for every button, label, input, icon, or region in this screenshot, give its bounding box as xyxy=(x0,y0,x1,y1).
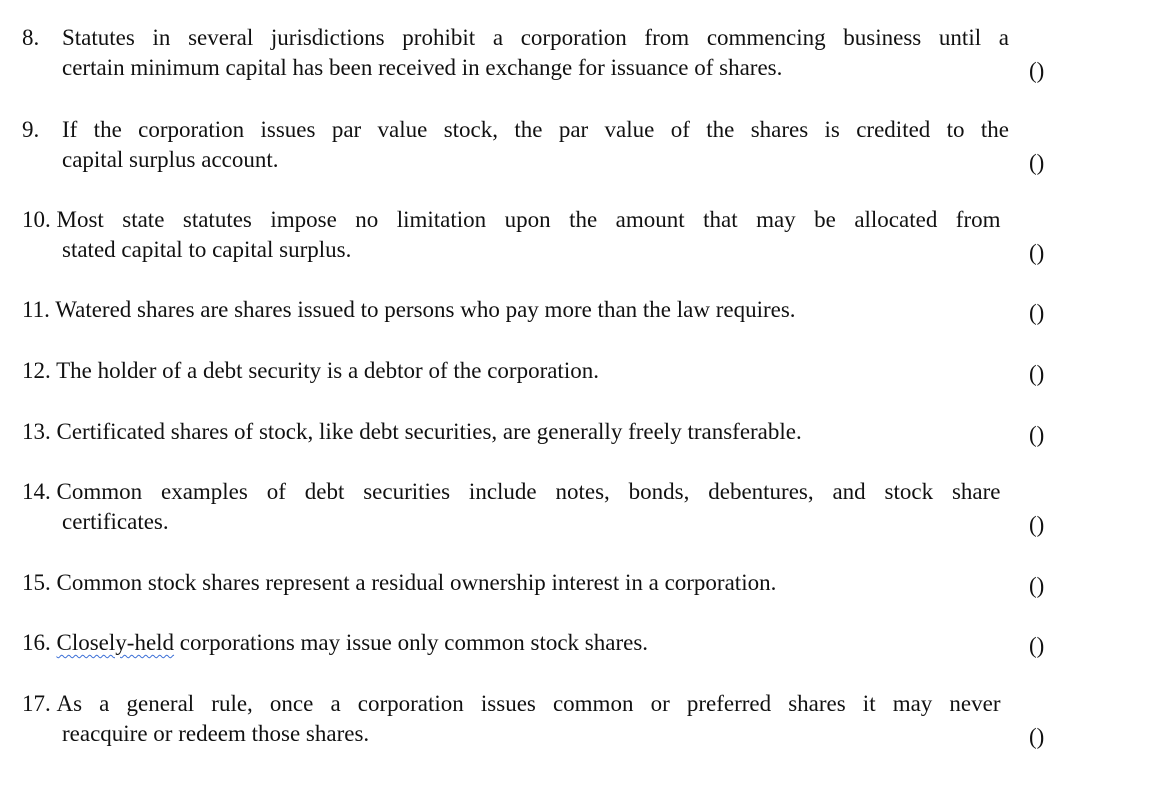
question-number: 9. xyxy=(22,117,40,142)
question-11-line1 xyxy=(22,296,796,324)
question-number: 12. xyxy=(22,358,51,383)
question-text: As a general rule, once a corporation issues common or preferred shares it may never xyxy=(56,691,1001,716)
question-text: Watered shares are shares issued to persons who pay more than the law requires. xyxy=(55,297,796,322)
question-number: 10. xyxy=(22,207,51,232)
answer-blank[interactable]: () xyxy=(1029,361,1045,386)
question-number: 13. xyxy=(22,419,51,444)
question-8-line1 xyxy=(22,24,1009,52)
question-10-line1 xyxy=(22,206,1001,234)
question-13-line1 xyxy=(22,418,802,446)
question-number: 8. xyxy=(22,25,40,50)
question-text-continued: capital surplus account. xyxy=(62,147,279,172)
question-15-line1 xyxy=(22,569,776,597)
question-number: 17. xyxy=(22,691,51,716)
answer-blank[interactable]: () xyxy=(1029,724,1045,749)
question-text: Common stock shares represent a residual ownership interest in a corporation. xyxy=(56,570,777,595)
question-number: 14. xyxy=(22,479,51,504)
question-text: Most state statutes impose no limitation upon the amount that may be allocated from xyxy=(56,207,1001,232)
question-text: If the corporation issues par value stock, the par value of the shares is credited to the xyxy=(62,117,1009,142)
question-14-line1 xyxy=(22,478,1001,506)
question-number: 11. xyxy=(22,297,50,322)
question-number: 15. xyxy=(22,570,51,595)
question-text: The holder of a debt security is a debtor of the corporation. xyxy=(56,358,599,383)
spellcheck-flagged-word[interactable]: Closely-held xyxy=(56,630,175,655)
answer-blank[interactable]: () xyxy=(1029,633,1045,658)
question-text: Statutes in several jurisdictions prohibit a corporation from commencing business until a xyxy=(62,25,1009,50)
answer-blank[interactable]: () xyxy=(1029,240,1045,265)
question-text-continued: certificates. xyxy=(62,509,169,534)
answer-blank[interactable]: () xyxy=(1029,300,1045,325)
answer-blank[interactable]: () xyxy=(1029,150,1045,175)
question-text-continued: reacquire or redeem those shares. xyxy=(62,721,370,746)
question-text: Common examples of debt securities include notes, bonds, debentures, and stock share xyxy=(56,479,1001,504)
question-text-continued: stated capital to capital surplus. xyxy=(62,237,352,262)
answer-blank[interactable]: () xyxy=(1029,422,1045,447)
answer-blank[interactable]: () xyxy=(1029,573,1045,598)
question-text: Certificated shares of stock, like debt securities, are generally freely transferable. xyxy=(56,419,802,444)
question-9-line1 xyxy=(22,116,1009,144)
answer-blank[interactable]: () xyxy=(1029,512,1045,537)
question-17-line1 xyxy=(22,690,1001,718)
question-12-line1 xyxy=(22,357,599,385)
answer-blank[interactable]: () xyxy=(1029,58,1045,83)
question-16-line1 xyxy=(22,629,648,657)
question-number: 16. xyxy=(22,630,51,655)
question-text: corporations may issue only common stock shares. xyxy=(174,630,649,655)
question-text-continued: certain minimum capital has been received in exchange for issuance of shares. xyxy=(62,55,783,80)
